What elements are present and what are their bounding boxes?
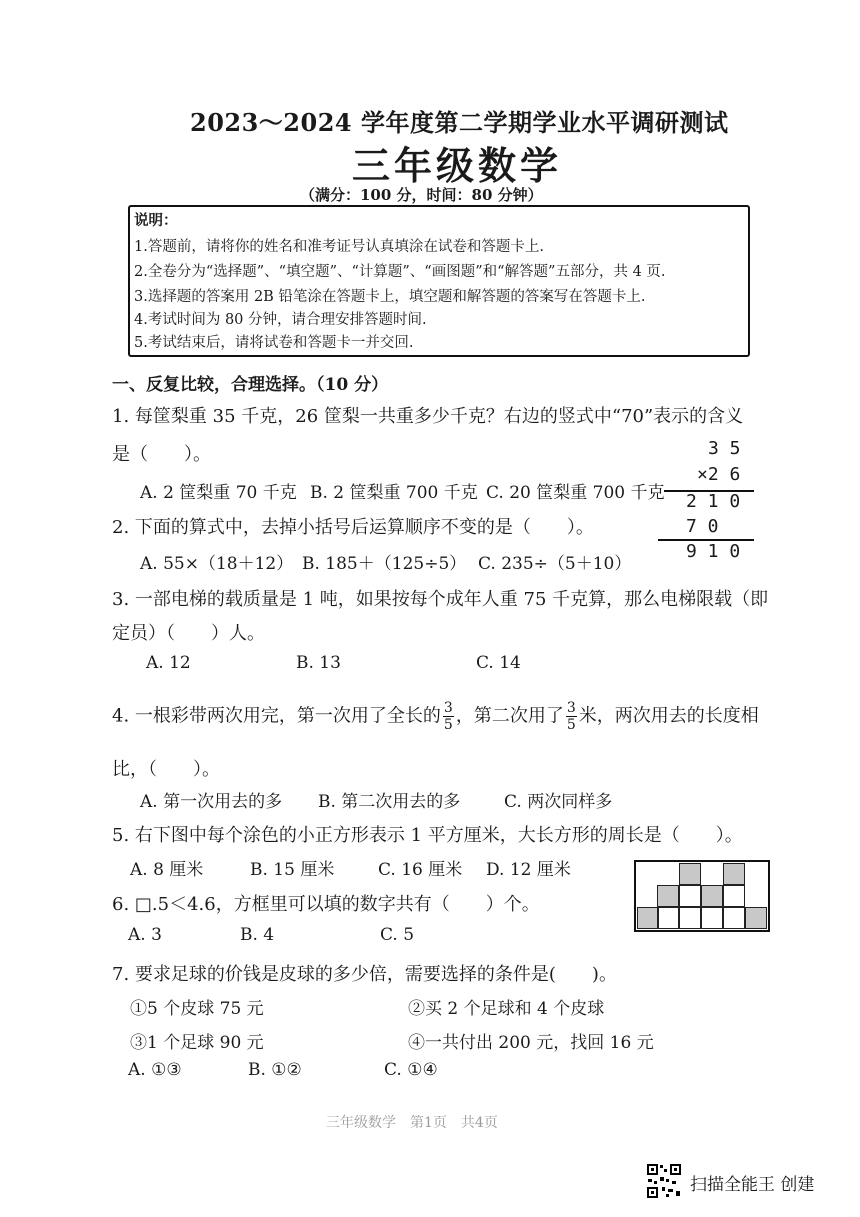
qr-code-icon [646,1163,682,1199]
q4-text-part1: 4. 一根彩带两次用完，第一次用了全长的 [112,705,441,727]
instruction-item: 4.考试时间为 80 分钟，请合理安排答题时间. [134,312,427,328]
q4-option-b[interactable]: B. 第二次用去的多 [318,792,461,812]
fraction [443,700,454,733]
q2-option-a[interactable]: A. 55×（18＋12） [140,554,294,574]
page-footer: 三年级数学 第1页 共4页 [326,1115,498,1131]
q7-condition-3: ③1 个足球 90 元 [130,1033,264,1053]
q7-condition-2: ②买 2 个足球和 4 个皮球 [408,999,605,1019]
question-5-text: 5. 右下图中每个涂色的小正方形表示 1 平方厘米，大长方形的周长是（ ）。 [112,825,743,846]
q6-option-a[interactable]: A. 3 [128,925,162,945]
q5-option-c[interactable]: C. 16 厘米 [378,860,463,880]
q1-option-c[interactable]: C. 20 筐梨重 700 千克 [486,483,665,503]
q7-option-c[interactable]: C. ①④ [384,1060,438,1080]
grid-cell [679,907,701,929]
q4-text-part2: ，第二次用了 [455,705,564,727]
fraction-denominator: 5 [443,717,453,733]
q4-option-c[interactable]: C. 两次同样多 [504,792,613,812]
question-4-text-cont: 比，（ ）。 [112,759,220,780]
exam-title: 2023～2024 学年度第二学期学业水平调研测试 [190,108,729,137]
q1-option-a[interactable]: A. 2 筐梨重 70 千克 [140,483,297,503]
fraction-numerator: 3 [566,700,576,716]
grid-cell [723,885,745,907]
q6-option-b[interactable]: B. 4 [240,925,275,945]
question-7-text: 7. 要求足球的价钱是皮球的多少倍，需要选择的条件是( )。 [112,964,617,985]
question-6-text: 6. □.5＜4.6，方框里可以填的数字共有（ ）个。 [112,894,540,915]
q2-option-c[interactable]: C. 235÷（5＋10） [478,554,632,574]
grid-cell-shaded [679,863,701,885]
subject-title: 三年级数学 [352,143,563,188]
instruction-item: 2.全卷分为“选择题”、“填空题”、“计算题”、“画图题”和“解答题”五部分，共 4 页. [134,264,666,280]
q4-option-a[interactable]: A. 第一次用去的多 [140,792,283,812]
question-4-text [112,700,759,733]
q7-condition-4: ④一共付出 200 元，找回 16 元 [408,1033,654,1053]
q4-text-part3: 米，两次用去的长度相 [578,705,759,727]
instruction-item: 1.答题前，请将你的姓名和准考证号认真填涂在试卷和答题卡上. [134,239,544,255]
grid-cell-shaded [637,907,659,929]
grid-cell [679,885,701,907]
q6-option-c[interactable]: C. 5 [380,925,415,945]
instruction-item: 5.考试结束后，请将试卷和答题卡一并交回. [134,335,414,351]
calc-row-multiplier: ×2 6 [697,464,741,485]
q1-option-b[interactable]: B. 2 筐梨重 700 千克 [310,483,478,503]
instructions-heading: 说明： [134,212,178,229]
calc-row-multiplicand: 3 5 [708,438,741,459]
q7-option-b[interactable]: B. ①② [248,1060,302,1080]
grid-cell-shaded [745,907,767,929]
fraction [566,700,577,733]
q7-condition-1: ①5 个皮球 75 元 [130,999,264,1019]
instruction-item: 3.选择题的答案用 2B 铅笔涂在答题卡上，填空题和解答题的答案写在答题卡上. [134,289,646,305]
question-1-text-cont: 是（ ）。 [112,444,211,465]
q5-option-d[interactable]: D. 12 厘米 [486,860,571,880]
grid-cell-shaded [723,863,745,885]
grid-cell-shaded [657,885,679,907]
q3-option-b[interactable]: B. 13 [296,653,341,673]
q5-option-b[interactable]: B. 15 厘米 [250,860,335,880]
q5-option-a[interactable]: A. 8 厘米 [130,860,204,880]
fraction-numerator: 3 [443,700,453,716]
question-3-text-cont: 定员）（ ）人。 [112,623,265,644]
q2-option-b[interactable]: B. 185＋（125÷5） [302,554,467,574]
question-1-text: 1. 每筐梨重 35 千克，26 筐梨一共重多少千克？右边的竖式中“70”表示的含义 [112,406,744,427]
watermark-text: 扫描全能王 创建 [690,1175,815,1195]
question-2-text: 2. 下面的算式中，去掉小括号后运算顺序不变的是（ ）。 [112,517,594,538]
section-title: 一、反复比较，合理选择。（10 分） [112,375,389,395]
calc-row-partial1: 2 1 0 [686,491,741,512]
q3-option-a[interactable]: A. 12 [146,653,191,673]
grid-cell-shaded [701,885,723,907]
calc-row-partial2: 7 0 [686,516,719,537]
grid-cell [657,907,679,929]
calc-row-result: 9 1 0 [686,541,741,562]
square-grid-figure [634,860,770,932]
fraction-denominator: 5 [566,717,576,733]
q7-option-a[interactable]: A. ①③ [128,1060,182,1080]
grid-cell [701,907,723,929]
question-3-text: 3. 一部电梯的载质量是 1 吨，如果按每个成年人重 75 千克算，那么电梯限载（即 [112,589,769,610]
grid-cell [723,907,745,929]
exam-info: （满分：100 分，时间：80 分钟） [300,186,543,204]
q3-option-c[interactable]: C. 14 [476,653,521,673]
